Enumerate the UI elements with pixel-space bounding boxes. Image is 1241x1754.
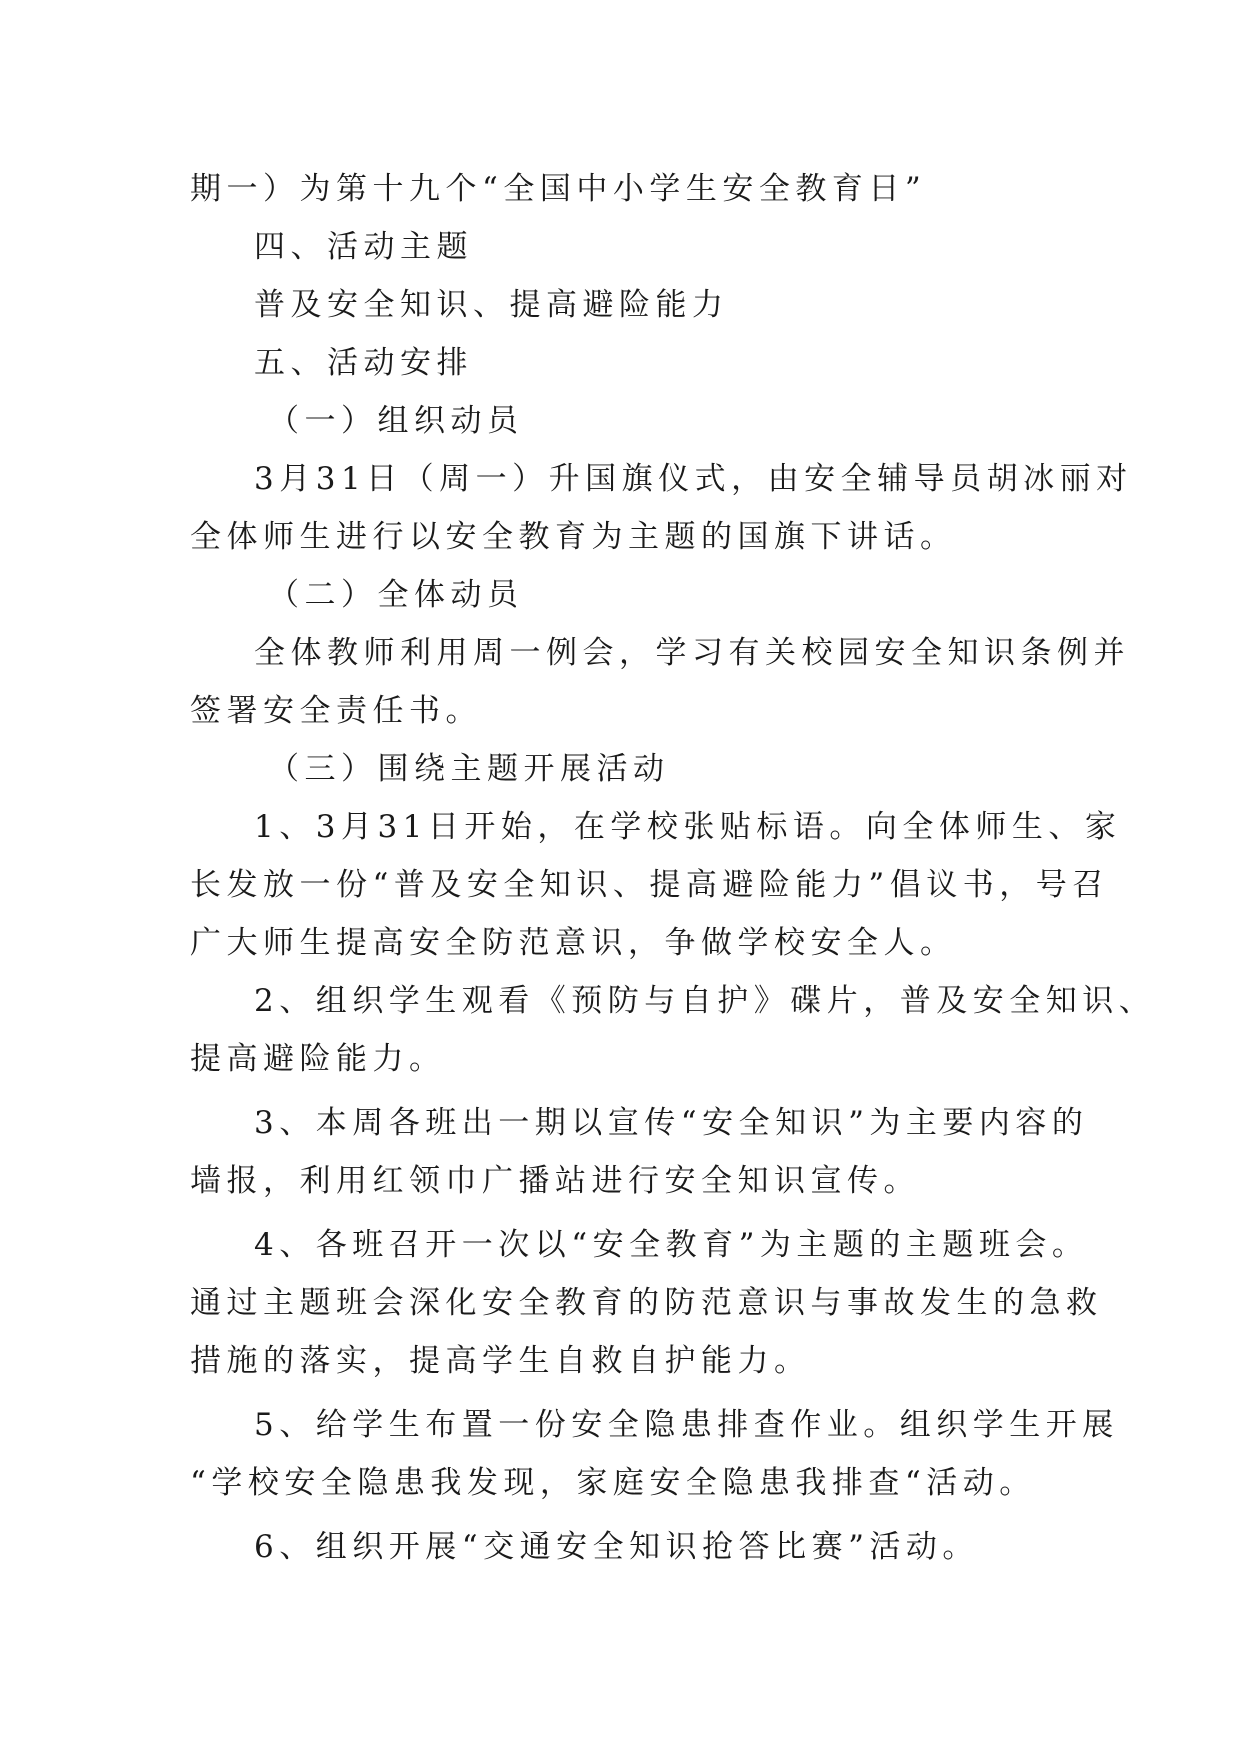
section-heading-activity-arrangement: 五、活动安排 (254, 345, 473, 381)
document-body (190, 160, 1156, 1576)
list-item-6: 6、组织开展“交通安全知识抢答比赛”活动。 (254, 1529, 979, 1565)
list-item-4: 4、各班召开一次以“安全教育”为主题的主题班会。 (254, 1227, 1089, 1263)
paragraph-line: 广大师生提高安全防范意识，争做学校安全人。 (190, 925, 957, 961)
section-heading-activity-theme: 四、活动主题 (254, 229, 473, 265)
paragraph-line: 措施的落实，提高学生自救自护能力。 (190, 1343, 811, 1379)
paragraph-line: 通过主题班会深化安全教育的防范意识与事故发生的急救 (190, 1285, 1103, 1321)
subheading-organize-mobilization: （一）组织动员 (268, 403, 524, 439)
list-item-5: 5、给学生布置一份安全隐患排查作业。组织学生开展 (254, 1407, 1119, 1443)
paragraph-line: 期一）为第十九个“全国中小学生安全教育日” (190, 171, 927, 207)
list-item-2: 2、组织学生观看《预防与自护》碟片，普及安全知识、 (254, 983, 1156, 1019)
subheading-all-mobilization: （二）全体动员 (268, 577, 524, 613)
activity-theme-text: 普及安全知识、提高避险能力 (254, 287, 729, 323)
paragraph-line: “学校安全隐患我发现，家庭安全隐患我排查“活动。 (190, 1465, 1036, 1501)
paragraph-line: 3月31日（周一）升国旗仪式，由安全辅导员胡冰丽对 (254, 461, 1133, 497)
paragraph-line: 全体教师利用周一例会，学习有关校园安全知识条例并 (254, 635, 1130, 671)
paragraph-line: 墙报，利用红领巾广播站进行安全知识宣传。 (190, 1163, 920, 1199)
paragraph-line: 全体师生进行以安全教育为主题的国旗下讲话。 (190, 519, 957, 555)
subheading-theme-activities: （三）围绕主题开展活动 (268, 751, 670, 787)
paragraph-line: 提高避险能力。 (190, 1041, 446, 1077)
paragraph-line: 签署安全责任书。 (190, 693, 482, 729)
paragraph-line: 长发放一份“普及安全知识、提高避险能力”倡议书，号召 (190, 867, 1109, 903)
list-item-3: 3、本周各班出一期以宣传“安全知识”为主要内容的 (254, 1105, 1089, 1141)
list-item-1: 1、3月31日开始，在学校张贴标语。向全体师生、家 (254, 809, 1122, 845)
